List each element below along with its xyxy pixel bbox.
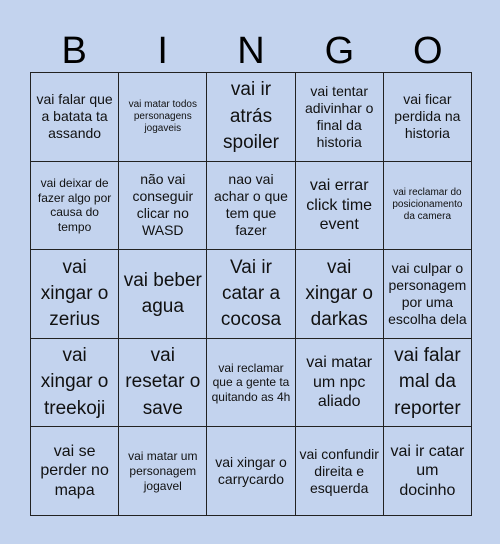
bingo-cell[interactable]: vai ir atrás spoiler xyxy=(207,73,295,162)
bingo-cell[interactable]: vai matar um personagem jogavel xyxy=(119,427,207,516)
bingo-cell[interactable]: vai xingar o darkas xyxy=(296,250,384,339)
header-letter-o: O xyxy=(413,29,443,72)
bingo-cell[interactable]: vai errar click time event xyxy=(296,162,384,251)
bingo-header xyxy=(30,30,472,72)
bingo-cell[interactable]: vai ir catar um docinho xyxy=(384,427,472,516)
bingo-cell[interactable]: Vai ir catar a cocosa xyxy=(207,250,295,339)
bingo-cell[interactable]: nao vai achar o que tem que fazer xyxy=(207,162,295,251)
bingo-cell[interactable]: vai matar todos personagens jogaveis xyxy=(119,73,207,162)
header-letter-i: I xyxy=(157,29,168,72)
bingo-cell[interactable]: não vai conseguir clicar no WASD xyxy=(119,162,207,251)
bingo-cell[interactable]: vai xingar o zerius xyxy=(31,250,119,339)
bingo-cell[interactable]: vai ficar perdida na historia xyxy=(384,73,472,162)
bingo-cell[interactable]: vai reclamar que a gente ta quitando as 4h xyxy=(207,339,295,428)
bingo-cell[interactable]: vai confundir direita e esquerda xyxy=(296,427,384,516)
bingo-cell[interactable]: vai xingar o treekoji xyxy=(31,339,119,428)
bingo-cell[interactable]: vai reclamar do posicionamento da camera xyxy=(384,162,472,251)
bingo-cell[interactable]: vai beber agua xyxy=(119,250,207,339)
bingo-cell[interactable]: vai falar mal da reporter xyxy=(384,339,472,428)
bingo-cell[interactable]: vai culpar o personagem por uma escolha dela xyxy=(384,250,472,339)
bingo-cell[interactable]: vai tentar adivinhar o final da historia xyxy=(296,73,384,162)
bingo-cell[interactable]: vai se perder no mapa xyxy=(31,427,119,516)
header-letter-n: N xyxy=(237,29,265,72)
bingo-cell[interactable]: vai falar que a batata ta assando xyxy=(31,73,119,162)
bingo-cell[interactable]: vai deixar de fazer algo por causa do tempo xyxy=(31,162,119,251)
header-letter-b: B xyxy=(61,29,87,72)
bingo-cell[interactable]: vai matar um npc aliado xyxy=(296,339,384,428)
bingo-cell[interactable]: vai xingar o carrycardo xyxy=(207,427,295,516)
bingo-grid xyxy=(30,72,472,516)
bingo-cell[interactable]: vai resetar o save xyxy=(119,339,207,428)
header-letter-g: G xyxy=(324,29,355,72)
